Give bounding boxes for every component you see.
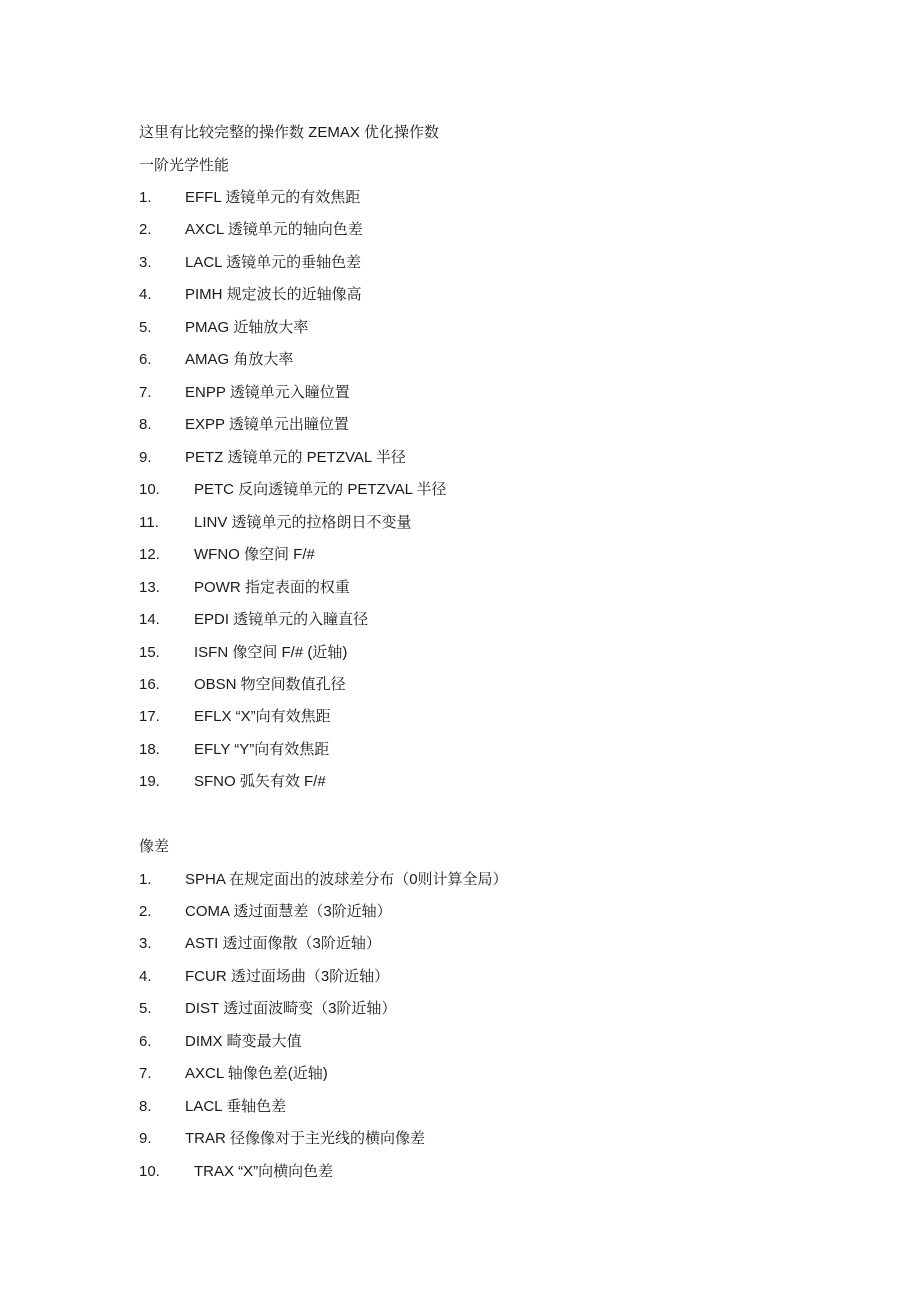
item-text: PETZ 透镜单元的 PETZVAL 半径 [185, 449, 406, 466]
item-text: DIST 透过面波畸变（3阶近轴） [185, 1000, 397, 1017]
item-number: 2. [139, 221, 152, 238]
item-text: AXCL 透镜单元的轴向色差 [185, 221, 363, 238]
item-number: 12. [139, 546, 160, 563]
item-number: 17. [139, 708, 160, 725]
item-text: EFLY “Y”向有效焦距 [194, 741, 330, 758]
item-number: 5. [139, 319, 152, 336]
item-text: EXPP 透镜单元出瞳位置 [185, 416, 349, 433]
item-text: AXCL 轴像色差(近轴) [185, 1065, 328, 1082]
item-number: 8. [139, 416, 152, 433]
item-text: TRAR 径像像对于主光线的横向像差 [185, 1130, 426, 1147]
item-number: 11. [139, 514, 159, 531]
item-number: 3. [139, 254, 152, 271]
item-text: ISFN 像空间 F/# (近轴) [194, 644, 348, 661]
item-text: FCUR 透过面场曲（3阶近轴） [185, 968, 390, 985]
item-text: PETC 反向透镜单元的 PETZVAL 半径 [194, 481, 447, 498]
item-text: SPHA 在规定面出的波球差分布（0则计算全局） [185, 871, 508, 888]
item-text: AMAG 角放大率 [185, 351, 294, 368]
item-text: LINV 透镜单元的拉格朗日不变量 [194, 514, 412, 531]
item-number: 9. [139, 1130, 152, 1147]
item-number: 14. [139, 611, 160, 628]
item-number: 7. [139, 384, 152, 401]
item-text: EPDI 透镜单元的入瞳直径 [194, 611, 369, 628]
item-text: EFLX “X”向有效焦距 [194, 708, 331, 725]
item-text: ASTI 透过面像散（3阶近轴） [185, 935, 381, 952]
item-number: 16. [139, 676, 160, 693]
item-number: 2. [139, 903, 152, 920]
item-number: 10. [139, 1163, 160, 1180]
item-number: 3. [139, 935, 152, 952]
item-text: WFNO 像空间 F/# [194, 546, 315, 563]
item-number: 9. [139, 449, 152, 466]
item-text: TRAX “X”向横向色差 [194, 1163, 334, 1180]
item-number: 1. [139, 189, 152, 206]
item-number: 4. [139, 968, 152, 985]
item-number: 6. [139, 1033, 152, 1050]
item-text: PIMH 规定波长的近轴像高 [185, 286, 362, 303]
item-text: ENPP 透镜单元入瞳位置 [185, 384, 350, 401]
item-number: 1. [139, 871, 152, 888]
item-number: 18. [139, 741, 160, 758]
item-number: 4. [139, 286, 152, 303]
item-text: COMA 透过面慧差（3阶近轴） [185, 903, 392, 920]
item-number: 19. [139, 773, 160, 790]
item-text: PMAG 近轴放大率 [185, 319, 309, 336]
item-text: LACL 垂轴色差 [185, 1098, 287, 1115]
item-text: DIMX 畸变最大值 [185, 1033, 302, 1050]
document-title: 这里有比较完整的操作数 ZEMAX 优化操作数 [139, 124, 440, 141]
item-text: OBSN 物空间数值孔径 [194, 676, 346, 693]
item-number: 7. [139, 1065, 152, 1082]
item-number: 5. [139, 1000, 152, 1017]
item-number: 10. [139, 481, 160, 498]
item-number: 13. [139, 579, 160, 596]
item-text: EFFL 透镜单元的有效焦距 [185, 189, 361, 206]
item-number: 6. [139, 351, 152, 368]
item-text: SFNO 弧矢有效 F/# [194, 773, 326, 790]
section-heading-aberrations: 像差 [139, 838, 170, 855]
section-heading-first-order: 一阶光学性能 [139, 157, 230, 174]
item-number: 8. [139, 1098, 152, 1115]
item-text: POWR 指定表面的权重 [194, 579, 350, 596]
item-number: 15. [139, 644, 160, 661]
item-text: LACL 透镜单元的垂轴色差 [185, 254, 362, 271]
